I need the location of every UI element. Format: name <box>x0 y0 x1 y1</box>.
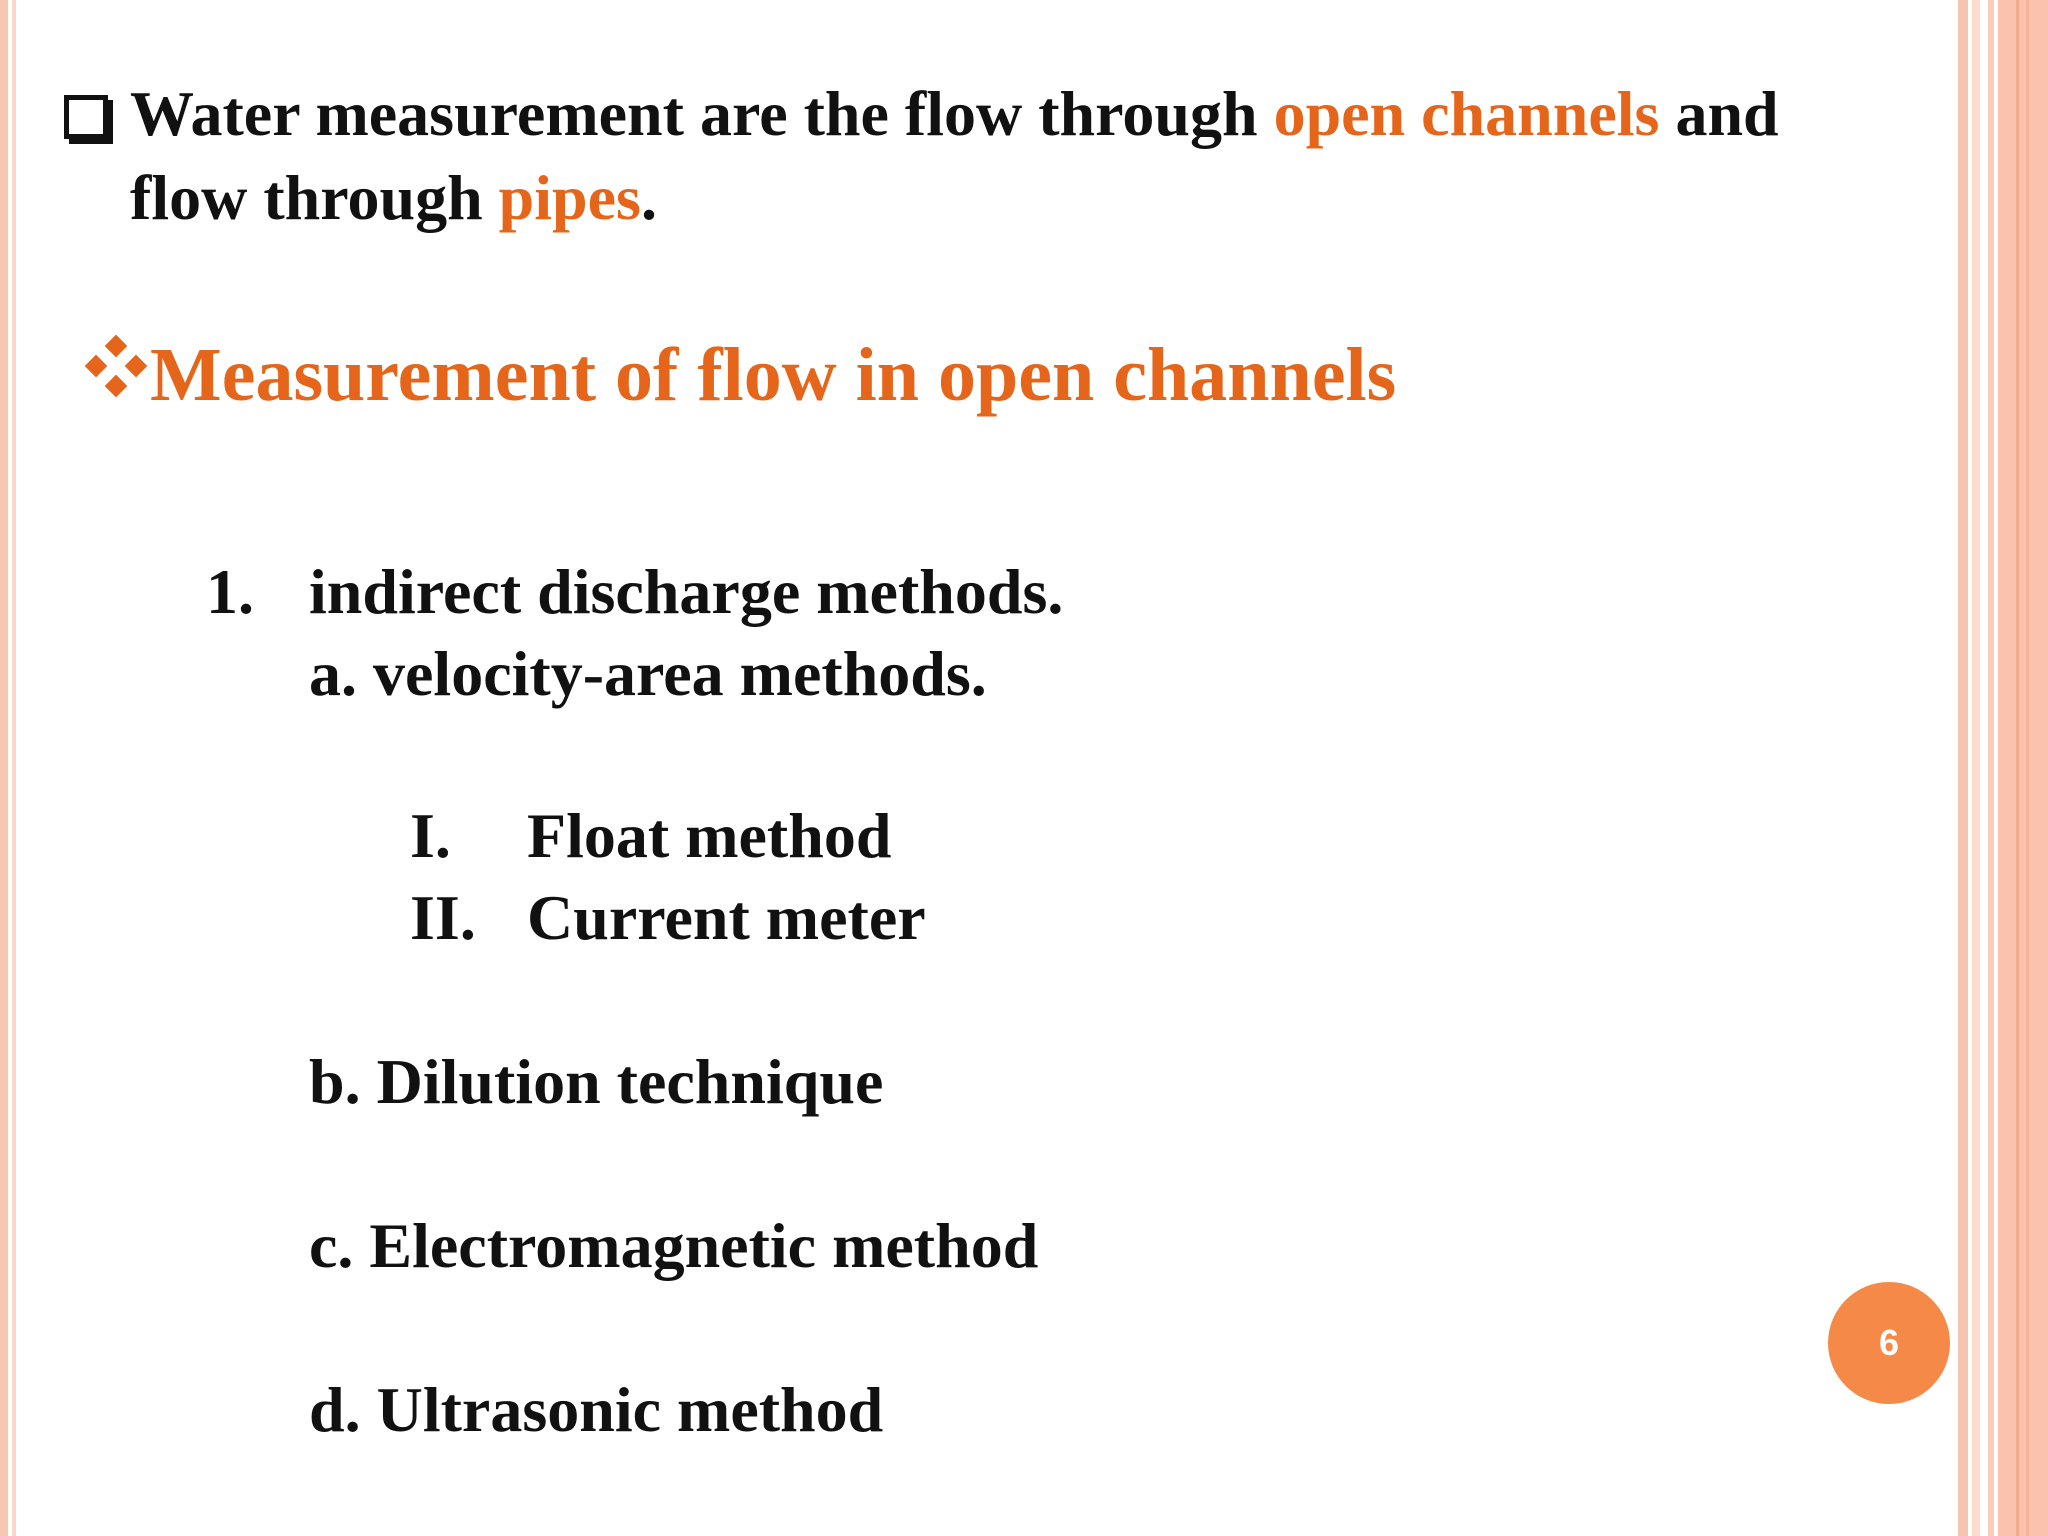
right-decorative-border <box>1958 0 2048 1536</box>
intro-line2 <box>64 156 1944 240</box>
hollow-square-icon <box>64 95 108 139</box>
list-subitem-d: d. Ultrasonic method <box>309 1374 884 1445</box>
section-heading <box>84 330 1396 420</box>
list-roman-2 <box>410 878 926 958</box>
intro-highlight-pipes: pipes <box>498 162 641 233</box>
list-subitem-c: c. Electromagnetic method <box>309 1210 1039 1281</box>
intro-text-part3: flow through <box>130 162 499 233</box>
list-roman-1-number: I. <box>410 800 451 871</box>
list-roman-1-text: Float method <box>527 800 892 871</box>
intro-highlight-open-channels: open channels <box>1273 78 1660 149</box>
section-heading-text: Measurement of flow in open channels <box>150 333 1397 417</box>
list-roman-1 <box>410 796 891 876</box>
list-item-1-number: 1. <box>206 556 254 627</box>
four-diamond-icon <box>84 336 148 392</box>
list-subitem-a: a. velocity-area methods. <box>309 638 987 709</box>
list-roman-2-text: Current meter <box>527 882 926 953</box>
intro-bullet <box>64 72 1944 240</box>
list-subitem-b: b. Dilution technique <box>309 1046 884 1117</box>
list-item-1-text: indirect discharge methods. <box>309 556 1064 627</box>
page-number-badge: 6 <box>1828 1282 1950 1404</box>
left-decorative-border <box>0 0 24 1536</box>
list-roman-2-number: II. <box>410 882 476 953</box>
intro-text-part2: and <box>1659 78 1779 149</box>
list-item-1 <box>206 552 1063 632</box>
intro-text-part1: Water measurement are the flow through <box>130 78 1274 149</box>
intro-text-part4: . <box>640 162 657 233</box>
